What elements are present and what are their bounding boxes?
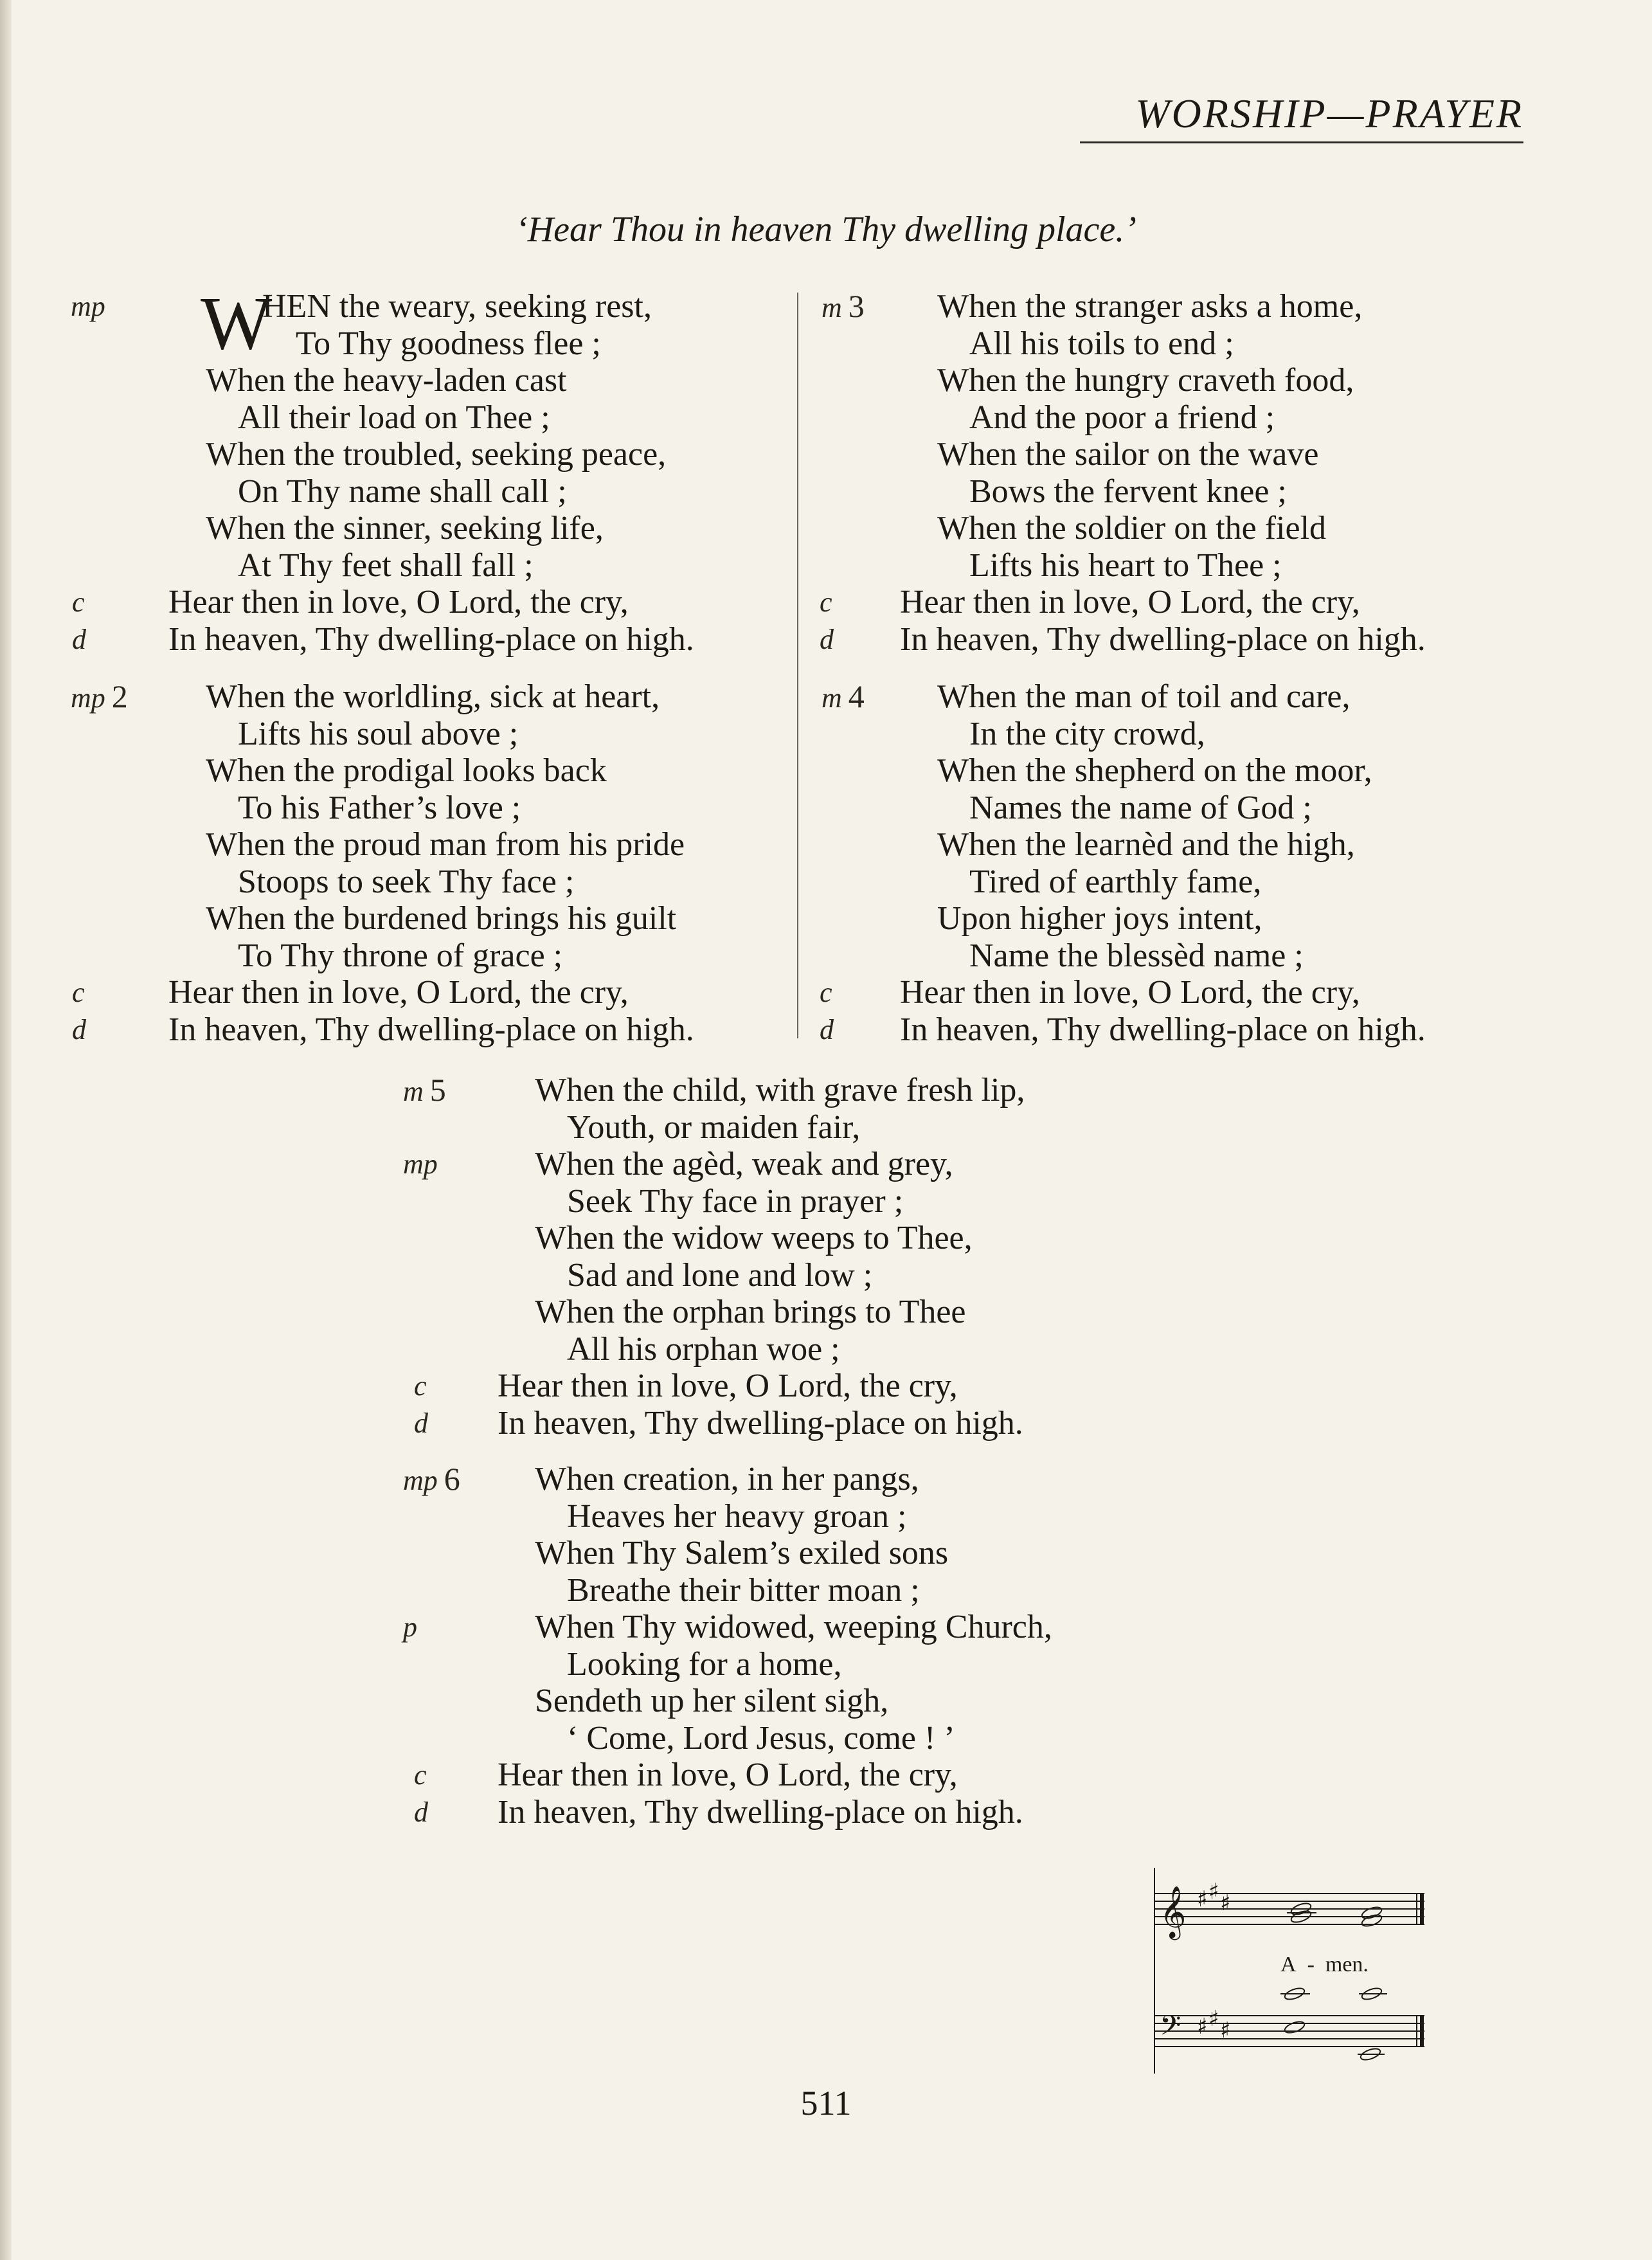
dynamic-mark: p	[403, 1611, 417, 1643]
verse-line: All his orphan woe ;	[567, 1330, 840, 1368]
dynamic-mark: c	[414, 1759, 427, 1791]
refrain-line: d In heaven, Thy dwelling-place on high.	[820, 620, 1426, 658]
verse-line: When the stranger asks a home,	[937, 288, 1363, 325]
refrain-line: d In heaven, Thy dwelling-place on high.	[414, 1793, 1023, 1831]
verse-line: Sendeth up her silent sigh,	[535, 1683, 889, 1719]
dynamic-mark: d	[820, 1013, 834, 1045]
verse-line: When the worldling, sick at heart,	[206, 678, 660, 715]
verse-line: When the shepherd on the moor,	[937, 752, 1372, 789]
verse-line: When the learnèd and the high,	[937, 826, 1355, 863]
dynamic-mark: m 5	[403, 1072, 446, 1108]
verse-line: Seek Thy face in prayer ;	[567, 1182, 904, 1220]
verse-line: Youth, or maiden fair,	[567, 1108, 861, 1146]
amen-music-score	[1152, 1868, 1426, 2074]
verse-line: All their load on Thee ;	[238, 399, 550, 436]
verse-number: 5	[429, 1072, 446, 1108]
verse-line: Lifts his heart to Thee ;	[969, 547, 1282, 584]
verse-line: On Thy name shall call ;	[238, 473, 567, 510]
dynamic-mark: d	[414, 1796, 428, 1828]
verse-6	[403, 1461, 1052, 1831]
refrain-line: c Hear then in love, O Lord, the cry,	[72, 584, 629, 620]
sharp-icon: ♯	[1197, 2014, 1208, 2039]
treble-clef-icon: 𝄞	[1160, 1885, 1187, 1938]
dynamic-mark: mp 2	[71, 678, 128, 714]
page-header: WORSHIP—PRAYER	[1135, 91, 1523, 136]
verse-line: All his toils to end ;	[969, 325, 1234, 362]
verse-line: Looking for a home,	[567, 1645, 842, 1683]
sharp-icon: ♯	[1197, 1886, 1208, 1912]
verse-line: When the widow weeps to Thee,	[535, 1220, 973, 1256]
amen-lyric: A - men.	[1280, 1953, 1369, 1976]
dynamic-mark: mp	[71, 291, 105, 322]
verse-number: 4	[848, 678, 865, 714]
verse-2	[71, 678, 694, 1048]
dynamic-mark: d	[72, 623, 86, 655]
verse-line: When the troubled, seeking peace,	[206, 436, 667, 473]
verse-line: When the hungry craveth food,	[937, 362, 1354, 399]
verse-line: In the city crowd,	[969, 715, 1205, 752]
dynamic-mark: d	[72, 1013, 86, 1045]
dynamic-mark: c	[414, 1370, 427, 1402]
epigraph: ‘Hear Thou in heaven Thy dwelling place.’	[516, 210, 1136, 249]
dynamic-mark: c	[72, 977, 85, 1008]
verse-line: W HEN the weary, seeking rest,	[201, 281, 652, 365]
verse-line: When the burdened brings his guilt	[206, 900, 677, 937]
verse-line: Stoops to seek Thy face ;	[238, 863, 575, 900]
bass-clef-icon: 𝄢	[1160, 2010, 1181, 2048]
refrain-line: c Hear then in love, O Lord, the cry,	[72, 974, 629, 1011]
refrain-line: d In heaven, Thy dwelling-place on high.	[414, 1404, 1023, 1442]
refrain-line: d In heaven, Thy dwelling-place on high.	[72, 1011, 694, 1048]
verse-4	[820, 678, 1426, 1048]
refrain-line: c Hear then in love, O Lord, the cry,	[414, 1757, 958, 1793]
verse-line: Lifts his soul above ;	[238, 715, 519, 752]
sharp-icon: ♯	[1220, 2018, 1231, 2043]
verse-1	[71, 281, 694, 658]
verse-number: 2	[111, 678, 128, 714]
verse-line: Tired of earthly fame,	[969, 863, 1262, 900]
verse-line: And the poor a friend ;	[969, 399, 1275, 436]
verse-line: When the heavy-laden cast	[206, 362, 567, 399]
sharp-icon: ♯	[1208, 1879, 1219, 1904]
page-number: 511	[800, 2084, 852, 2122]
verse-line: When the child, with grave fresh lip,	[535, 1072, 1025, 1108]
verse-line: When the prodigal looks back	[206, 752, 607, 789]
verse-line: ‘ Come, Lord Jesus, come ! ’	[567, 1719, 955, 1757]
verse-5	[403, 1072, 1025, 1442]
verse-line: Names the name of God ;	[969, 789, 1312, 826]
dynamic-mark: c	[820, 586, 832, 618]
verse-line: When creation, in her pangs,	[535, 1461, 919, 1497]
verse-line: When the proud man from his pride	[206, 826, 685, 863]
verse-line: To Thy goodness flee ;	[296, 325, 601, 362]
refrain-line: d In heaven, Thy dwelling-place on high.	[820, 1011, 1426, 1048]
sharp-icon: ♯	[1220, 1890, 1231, 1916]
verse-line: Sad and lone and low ;	[567, 1256, 873, 1294]
verse-number: 3	[848, 288, 865, 324]
dynamic-mark: mp	[403, 1148, 438, 1180]
verse-line: When the sailor on the wave	[937, 436, 1319, 473]
sharp-icon: ♯	[1208, 2006, 1219, 2032]
dynamic-mark: c	[72, 586, 85, 618]
verse-line: Upon higher joys intent,	[937, 900, 1262, 937]
verse-line: Heaves her heavy groan ;	[567, 1497, 907, 1535]
refrain-line: c Hear then in love, O Lord, the cry,	[414, 1368, 958, 1404]
dynamic-mark: m 4	[822, 678, 865, 714]
verse-line: When the man of toil and care,	[937, 678, 1351, 715]
verse-line: Bows the fervent knee ;	[969, 473, 1287, 510]
verse-line: When Thy widowed, weeping Church,	[535, 1609, 1052, 1645]
dynamic-mark: c	[820, 977, 832, 1008]
verse-3	[820, 288, 1426, 658]
verse-line: Breathe their bitter moan ;	[567, 1571, 920, 1609]
refrain-line: c Hear then in love, O Lord, the cry,	[820, 974, 1360, 1011]
verse-line: When the agèd, weak and grey,	[535, 1146, 953, 1182]
verse-line: To Thy throne of grace ;	[238, 937, 563, 974]
verse-line: Name the blessèd name ;	[969, 937, 1304, 974]
column-divider	[797, 293, 798, 1038]
dynamic-mark: d	[820, 623, 834, 655]
verse-line: When the orphan brings to Thee	[535, 1294, 966, 1330]
dynamic-mark: d	[414, 1407, 428, 1439]
header-rule	[1080, 141, 1523, 143]
refrain-line: d In heaven, Thy dwelling-place on high.	[72, 620, 694, 658]
verse-line: To his Father’s love ;	[238, 789, 521, 826]
verse-number: 6	[444, 1461, 460, 1497]
dynamic-mark: m 3	[822, 288, 865, 324]
verse-line: When the sinner, seeking life,	[206, 510, 604, 547]
refrain-line: c Hear then in love, O Lord, the cry,	[820, 584, 1360, 620]
verse-line: When the soldier on the field	[937, 510, 1327, 547]
book-spine-edge	[0, 0, 12, 2260]
drop-cap: W	[201, 281, 273, 365]
verse-line: When Thy Salem’s exiled sons	[535, 1535, 949, 1571]
verse-line: At Thy feet shall fall ;	[238, 547, 534, 584]
dynamic-mark: mp 6	[403, 1461, 460, 1497]
